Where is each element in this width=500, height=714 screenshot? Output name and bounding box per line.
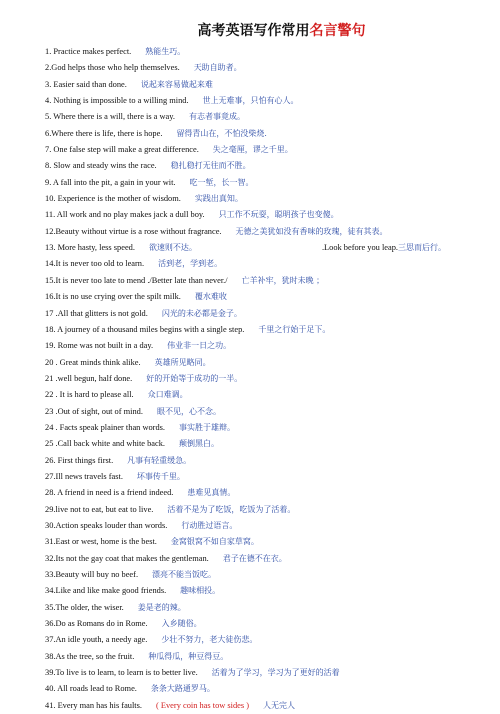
chinese-translation: 活着不是为了吃饭，吃饭为了活着。 xyxy=(167,504,296,514)
chinese-translation: 事实胜于雄辩。 xyxy=(179,422,236,432)
list-item xyxy=(45,289,488,305)
list-item xyxy=(45,649,488,665)
chinese-translation: 失之毫厘，谬之千里。 xyxy=(212,145,293,155)
list-item xyxy=(45,404,488,420)
english-proverb: 33.Beauty will buy no beef. xyxy=(45,570,139,579)
chinese-translation: 颠倒黑白。 xyxy=(179,439,220,449)
list-item xyxy=(45,453,488,469)
chinese-translation: 覆水难收 xyxy=(194,292,227,302)
chinese-translation: 活到老，学到老。 xyxy=(158,259,223,269)
english-proverb: 34.Like and like make good friends. xyxy=(45,586,167,596)
chinese-translation: 英雄所见略同。 xyxy=(154,357,211,367)
list-item xyxy=(45,502,488,518)
english-proverb: .Look before you leap. xyxy=(321,243,398,253)
chinese-translation: 条条大路通罗马。 xyxy=(150,684,215,694)
english-proverb: 38.As the tree, so the fruit. xyxy=(45,651,135,661)
english-proverb: 23 .Out of sight, out of mind. xyxy=(45,406,143,416)
chinese-translation: 众口难调。 xyxy=(147,390,188,400)
list-item xyxy=(45,469,488,485)
list-item xyxy=(45,207,488,223)
chinese-translation: 闪光的未必都是金子。 xyxy=(161,308,242,318)
list-item xyxy=(45,158,488,174)
chinese-translation: 吃一堑，长一智。 xyxy=(189,177,254,187)
english-proverb: 27.Ill news travels fast. xyxy=(45,471,123,481)
english-proverb: 16.It is no use crying over the spilt milk. xyxy=(45,292,181,302)
english-proverb: 29.live not to eat, but eat to live. xyxy=(45,504,154,514)
list-item xyxy=(45,93,488,109)
list-item xyxy=(45,306,488,322)
english-proverb: 35.The older, the wiser. xyxy=(45,602,124,612)
english-proverb: 7. One false step will make a great difference. xyxy=(45,145,199,155)
chinese-translation: 漂亮不能当饭吃。 xyxy=(152,570,217,579)
chinese-translation: 千里之行始于足下。 xyxy=(258,324,331,334)
list-item xyxy=(45,142,488,158)
list-item xyxy=(45,534,488,550)
chinese-translation: 亡羊补牢，犹时未晚 ； xyxy=(241,275,325,285)
list-item xyxy=(45,698,488,714)
list-item xyxy=(45,109,488,125)
chinese-translation: 好的开始等于成功的一半。 xyxy=(146,373,243,383)
list-item xyxy=(45,338,488,354)
english-proverb: 20 . Great minds think alike. xyxy=(45,357,141,367)
english-proverb: 28. A friend in need is a friend indeed. xyxy=(45,488,174,498)
list-item xyxy=(45,436,488,452)
english-proverb: 24 . Facts speak plainer than words. xyxy=(45,422,166,432)
english-proverb: 25 .Call back white and white back. xyxy=(45,439,166,449)
english-proverb: 5. Where there is a will, there is a way. xyxy=(45,112,175,122)
chinese-translation: 坏事传千里。 xyxy=(136,471,185,481)
chinese-translation: 稳扎稳打无往而不胜。 xyxy=(170,161,251,171)
english-proverb: 17 .All that glitters is not gold. xyxy=(45,308,148,318)
list-item xyxy=(45,371,488,387)
english-proverb: 21 .well begun, half done. xyxy=(45,373,133,383)
chinese-translation: 伟业非一日之功。 xyxy=(167,341,232,351)
chinese-translation: 世上无难事，只怕有心人。 xyxy=(202,96,299,106)
english-proverb: 40. All roads lead to Rome. xyxy=(45,684,137,694)
english-proverb: 10. Experience is the mother of wisdom. xyxy=(45,194,181,204)
english-proverb: 8. Slow and steady wins the race. xyxy=(45,161,157,171)
list-item xyxy=(45,567,488,583)
list-item xyxy=(45,632,488,648)
english-proverb: 39.To live is to learn, to learn is to better live. xyxy=(45,668,198,678)
chinese-translation: 无德之美犹如没有香味的玫瑰，徒有其表。 xyxy=(235,226,388,236)
chinese-translation: 行动胜过语言。 xyxy=(181,520,238,530)
page-title xyxy=(75,20,488,44)
chinese-translation: 种瓜得瓜，种豆得豆。 xyxy=(148,651,229,661)
chinese-translation: 说起来容易做起来难 xyxy=(140,79,213,89)
english-proverb: 6.Where there is life, there is hope. xyxy=(45,128,163,138)
list-item xyxy=(45,256,488,272)
chinese-translation: 患难见真情。 xyxy=(187,488,236,498)
list-item xyxy=(45,387,488,403)
list-item xyxy=(45,355,488,371)
list-item xyxy=(45,616,488,632)
title-prefix: 高考英语写作常用 xyxy=(197,24,310,39)
english-proverb: 30.Action speaks louder than words. xyxy=(45,520,168,530)
english-proverb: 3. Easier said than done. xyxy=(45,79,127,89)
chinese-translation: 实践出真知。 xyxy=(194,194,243,204)
english-proverb: 14.It is never too old to learn. xyxy=(45,259,145,269)
list-item xyxy=(45,224,488,240)
english-proverb: 12.Beauty without virtue is a rose without fragrance. xyxy=(45,226,222,236)
english-proverb: 26. First things first. xyxy=(45,455,114,465)
english-proverb: 13. More hasty, less speed. xyxy=(45,243,135,253)
alternate-proverb: ( Every coin has tow sides ) xyxy=(156,700,250,710)
english-proverb: 37.An idle youth, a needy age. xyxy=(45,635,148,645)
list-item xyxy=(45,551,488,567)
list-item xyxy=(45,518,488,534)
list-item xyxy=(45,273,488,289)
english-proverb: 22 . It is hard to please all. xyxy=(45,390,134,400)
chinese-translation: 姜是老的辣。 xyxy=(137,602,186,612)
english-proverb: 18. A journey of a thousand miles begins with a single step. xyxy=(45,324,245,334)
list-item xyxy=(45,191,488,207)
english-proverb: 4. Nothing is impossible to a willing mind. xyxy=(45,96,189,106)
chinese-translation: 活着为了学习，学习为了更好的活着 xyxy=(211,668,340,678)
chinese-translation: 留得青山在，不怕没柴烧. xyxy=(176,128,267,138)
english-proverb: 2.God helps those who help themselves. xyxy=(45,63,180,73)
chinese-translation: 熟能生巧。 xyxy=(145,47,186,56)
english-proverb: 15.It is never too late to mend ./Better late than never./ xyxy=(45,275,228,285)
title-highlight: 名言警句 xyxy=(309,24,366,39)
chinese-translation: 有志者事竟成。 xyxy=(189,112,245,122)
list-item xyxy=(45,665,488,681)
chinese-translation: 少壮不努力，老大徒伤悲。 xyxy=(161,635,258,645)
english-proverb: 41. Every man has his faults. xyxy=(45,700,142,710)
list-item xyxy=(45,681,488,697)
chinese-translation: 人无完人 xyxy=(263,700,296,710)
chinese-translation: 只工作不玩耍，聪明孩子也变傻。 xyxy=(218,210,339,220)
list-item xyxy=(45,420,488,436)
english-proverb: 19. Rome was not built in a day. xyxy=(45,341,154,351)
english-proverb: 9. A fall into the pit, a gain in your wit. xyxy=(45,177,176,187)
list-item xyxy=(45,240,488,256)
list-item xyxy=(45,175,488,191)
chinese-translation: 金窝银窝不如自家草窝。 xyxy=(170,537,259,547)
english-proverb: 36.Do as Romans do in Rome. xyxy=(45,619,148,629)
chinese-translation: 凡事有轻重缓急。 xyxy=(127,455,192,465)
chinese-translation: 趣味相投。 xyxy=(180,586,221,596)
chinese-translation: 三思而后行。 xyxy=(397,243,446,253)
list-item xyxy=(45,485,488,501)
english-proverb: 1. Practice makes perfect. xyxy=(45,47,132,56)
chinese-translation: 欲速则不达。 xyxy=(148,243,197,253)
proverb-list xyxy=(45,44,488,714)
list-item xyxy=(45,44,488,60)
list-item xyxy=(45,322,488,338)
list-item xyxy=(45,126,488,142)
chinese-translation: 君子在德不在衣。 xyxy=(222,553,287,563)
english-proverb: 31.East or west, home is the best. xyxy=(45,537,157,547)
chinese-translation: 入乡随俗。 xyxy=(161,619,202,629)
list-item xyxy=(45,60,488,76)
english-proverb: 32.Its not the gay coat that makes the gentleman. xyxy=(45,553,209,563)
chinese-translation: 眼不见，心不念。 xyxy=(156,406,221,416)
list-item xyxy=(45,583,488,599)
list-item xyxy=(45,600,488,616)
chinese-translation: 天助自助者。 xyxy=(193,63,242,73)
english-proverb: 11. All work and no play makes jack a dull boy. xyxy=(45,210,205,220)
list-item xyxy=(45,77,488,93)
